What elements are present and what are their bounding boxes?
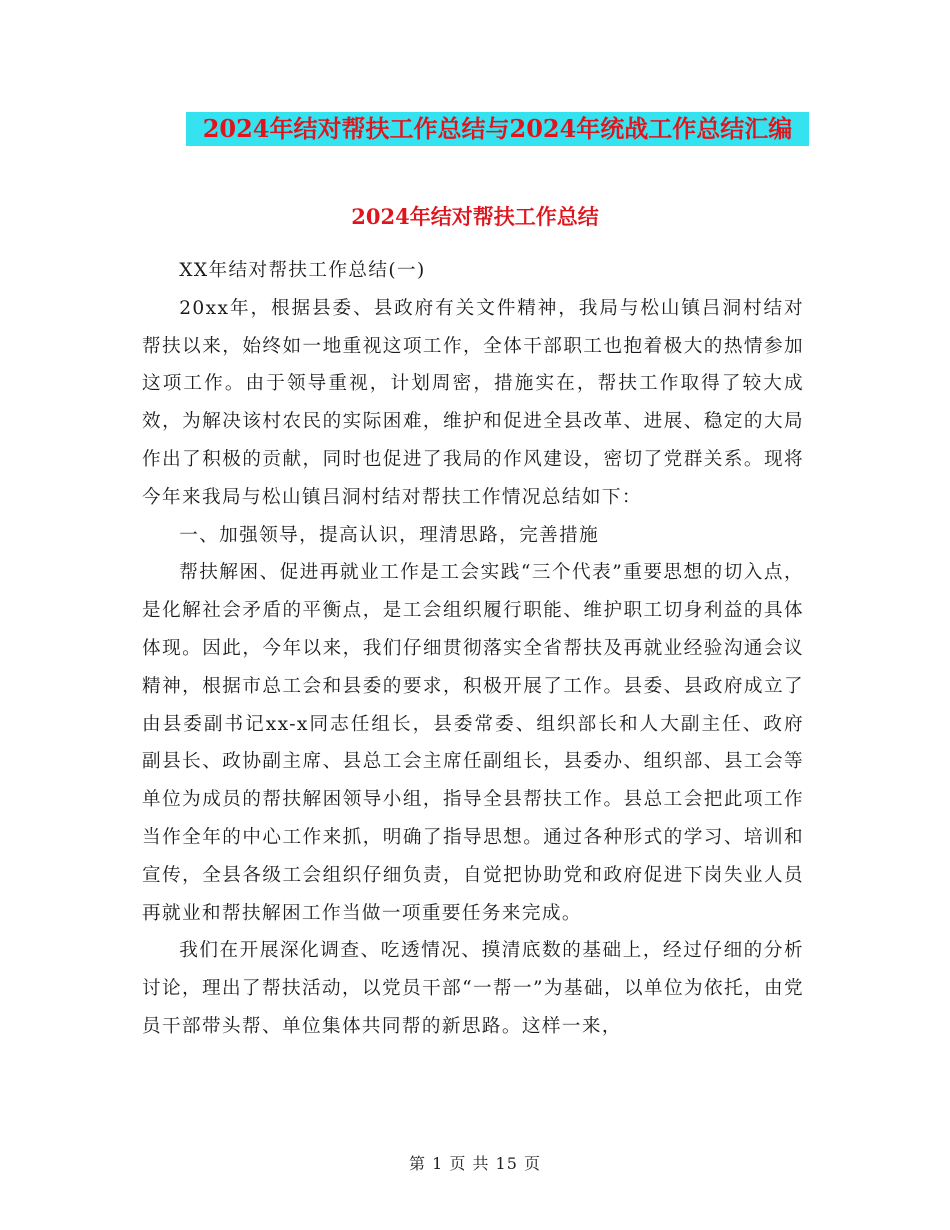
body-paragraph: 帮扶解困、促进再就业工作是工会实践“三个代表”重要思想的切入点，是化解社会矛盾的平衡点，是工会组织履行职能、维护职工切身利益的具体体现。因此，今年以来，我们仔细贯彻落实全省帮扶及再就业经验沟通会议精神，根据市总工会和县委的要求，积极开展了工作。县委、县政府成立了由县委副书记xx-x同志任组长，县委常委、组织部长和人大副主任、政府副县长、政协副主席、县总工会主席任副组长，县委办、组织部、县工会等单位为成员的帮扶解困领导小组，指导全县帮扶工作。县总工会把此项工作当作全年的中心工作来抓，明确了指导思想。通过各种形式的学习、培训和宣传，全县各级工会组织仔细负责，自觉把协助党和政府促进下岗失业人员再就业和帮扶解困工作当做一项重要任务来完成。 <box>142 562 804 924</box>
body-paragraph: 20xx年，根据县委、县政府有关文件精神，我局与松山镇吕洞村结对帮扶以来，始终如一地重视这项工作，全体干部职工也抱着极大的热情参加这项工作。由于领导重视，计划周密，措施实在，帮扶工作取得了较大成效，为解决该村农民的实际困难，维护和促进全县改革、进展、稳定的大局作出了积极的贡献，同时也促进了我局的作风建设，密切了党群关系。现将今年来我局与松山镇吕洞村结对帮扶工作情况总结如下： <box>142 297 804 508</box>
section-title: 2024年结对帮扶工作总结 <box>351 204 599 229</box>
document-body <box>142 222 804 1046</box>
page-footer: 第 1 页 共 15 页 <box>409 1154 541 1173</box>
document-main-title: 2024年结对帮扶工作总结与2024年统战工作总结汇编 <box>186 112 809 146</box>
body-paragraph: 一、加强领导，提高认识，理清思路，完善措施 <box>179 524 600 546</box>
body-paragraph: XX年结对帮扶工作总结(一) <box>179 260 426 281</box>
body-paragraph: 我们在开展深化调查、吃透情况、摸清底数的基础上，经过仔细的分析讨论，理出了帮扶活动，以党员干部“一帮一”为基础，以单位为依托，由党员干部带头帮、单位集体共同帮的新思路。这样一来， <box>142 940 804 1037</box>
